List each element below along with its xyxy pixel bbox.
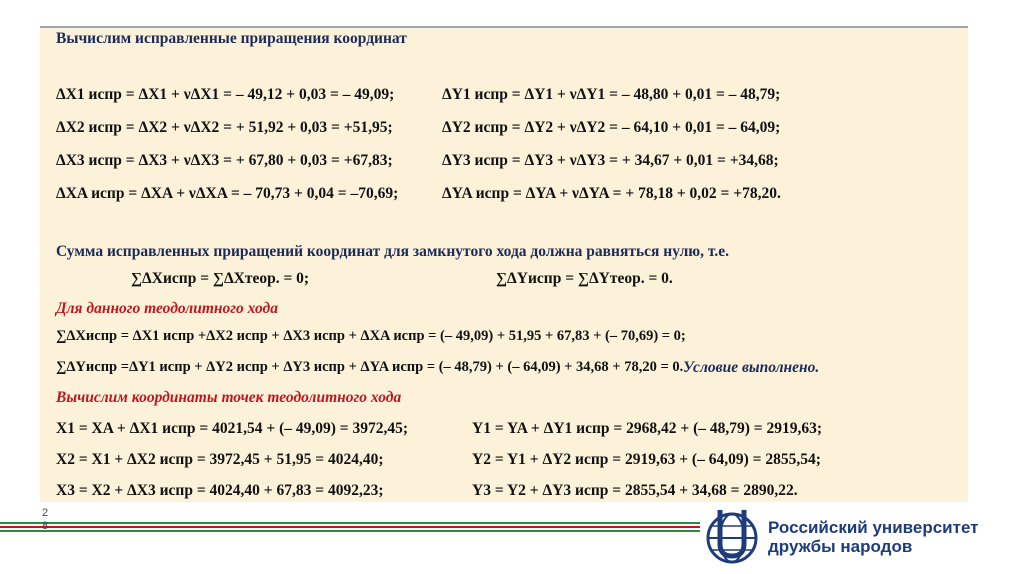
x3-coord: X3 = X2 + ΔX3 испр = 4024,40 + 67,83 = 4092,23; — [56, 482, 384, 499]
x1-coord: X1 = XA + ΔX1 испр = 4021,54 + (– 49,09) = 3972,45; — [56, 420, 409, 437]
dy2-line: ΔY2 испр = ΔY2 + νΔY2 = – 64,10 + 0,01 = – 64,09; — [442, 119, 781, 136]
x2-coord: X2 = X1 + ΔX2 испр = 3972,45 + 51,95 = 4024,40; — [56, 451, 384, 468]
university-name-line2: дружбы народов — [768, 537, 913, 556]
university-name-line1: Российский университет — [768, 518, 979, 537]
sum-x-theory: ∑ΔXиспр = ∑ΔXтеор. = 0; — [131, 270, 310, 287]
condition-met: Условие выполнено. — [683, 359, 820, 376]
sum-x-line: ∑ΔXиспр = ΔX1 испр +ΔX2 испр + ΔX3 испр + ΔXA испр = (– 49,09) + 51,95 + 67,83 + (– 70,69) = 0; — [56, 328, 686, 344]
dya-line: ΔYA испр = ΔYA + νΔYA = + 78,18 + 0,02 = +78,20. — [442, 185, 781, 202]
footer-stripes — [0, 522, 700, 534]
sum-y-line: ∑ΔYиспр =ΔY1 испр + ΔY2 испр + ΔY3 испр + ΔYA испр = (– 48,79) + (– 64,09) + 34,68 + 78,20 = 0. — [56, 359, 684, 375]
university-logo-icon — [704, 508, 760, 566]
dx2-line: ΔX2 испр = ΔX2 + νΔX2 = + 51,92 + 0,03 = +51,95; — [56, 119, 393, 136]
dy3-line: ΔY3 испр = ΔY3 + νΔY3 = + 34,67 + 0,01 = +34,68; — [442, 152, 779, 169]
page-number: 2 8 — [41, 507, 49, 532]
dx3-line: ΔX3 испр = ΔX3 + νΔX3 = + 67,80 + 0,03 = +67,83; — [56, 152, 393, 169]
heading-corrected-increments: Вычислим исправленные приращения координат — [56, 30, 407, 47]
y3-coord: Y3 = Y2 + ΔY3 испр = 2855,54 + 34,68 = 2890,22. — [472, 482, 798, 499]
heading-coordinates: Вычислим координаты точек теодолитного хода — [56, 389, 402, 406]
heading-sum-zero: Сумма исправленных приращений координат для замкнутого хода должна равняться нулю, т.е. — [56, 243, 729, 260]
sum-y-theory: ∑ΔYиспр = ∑ΔYтеор. = 0. — [496, 270, 673, 287]
y2-coord: Y2 = Y1 + ΔY2 испр = 2919,63 + (– 64,09) = 2855,54; — [472, 451, 821, 468]
y1-coord: Y1 = YA + ΔY1 испр = 2968,42 + (– 48,79) = 2919,63; — [472, 420, 823, 437]
dx1-line: ΔX1 испр = ΔX1 + νΔX1 = – 49,12 + 0,03 = – 49,09; — [56, 86, 395, 103]
dxa-line: ΔXA испр = ΔXA + νΔXA = – 70,73 + 0,04 = –70,69; — [56, 185, 399, 202]
heading-traverse: Для данного теодолитного хода — [56, 300, 278, 317]
dy1-line: ΔY1 испр = ΔY1 + νΔY1 = – 48,80 + 0,01 = – 48,79; — [442, 86, 781, 103]
